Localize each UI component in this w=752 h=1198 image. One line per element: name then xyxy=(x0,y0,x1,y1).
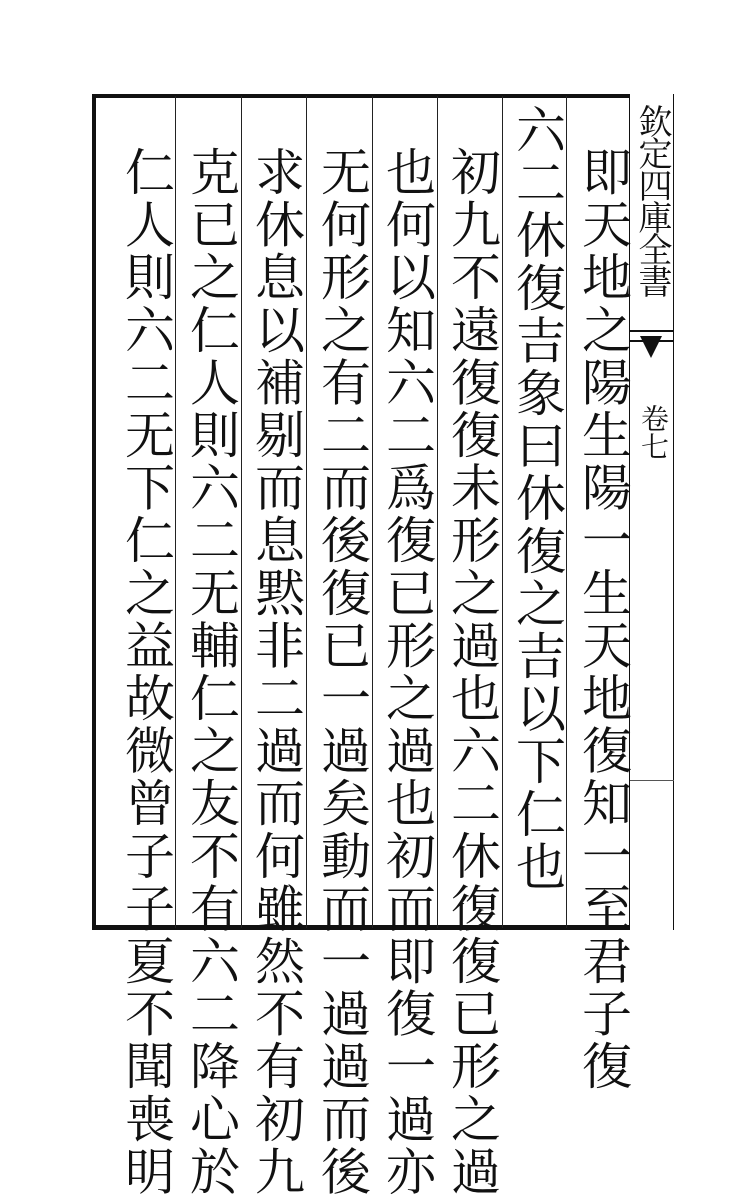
column-rule xyxy=(175,96,176,928)
column-rule xyxy=(306,96,307,928)
text-column-5: 无何形之有二而後復已一過矣動而一過過而後 xyxy=(313,146,371,1198)
text-column-2: 六二休復吉象曰休復之吉以下仁也 xyxy=(508,104,566,893)
book-title: 欽定四庫全書 xyxy=(632,104,672,296)
text-column-8: 仁人則六二无下仁之益故微曾子子夏不聞喪明 xyxy=(117,146,175,1198)
juan-number: 卷七 xyxy=(637,404,670,460)
text-column-6: 求休息以補剔而息黙非二過而何雖然不有初九 xyxy=(247,146,305,1198)
column-rule xyxy=(502,96,503,928)
column-rule xyxy=(372,96,373,928)
text-column-7: 克已之仁人則六二无輔仁之友不有六二降心於 xyxy=(182,146,240,1198)
text-column-4: 也何以知六二爲復已形之過也初而即復一過亦 xyxy=(378,146,436,1198)
lower-divider xyxy=(630,780,674,781)
text-column-1: 即天地之陽生陽一生天地復知一至君子復 xyxy=(574,146,632,1093)
column-rule xyxy=(437,96,438,928)
column-rule xyxy=(241,96,242,928)
text-column-3: 初九不遠復復未形之過也六二休復復已形之過 xyxy=(443,146,501,1198)
column-rule xyxy=(566,96,567,928)
